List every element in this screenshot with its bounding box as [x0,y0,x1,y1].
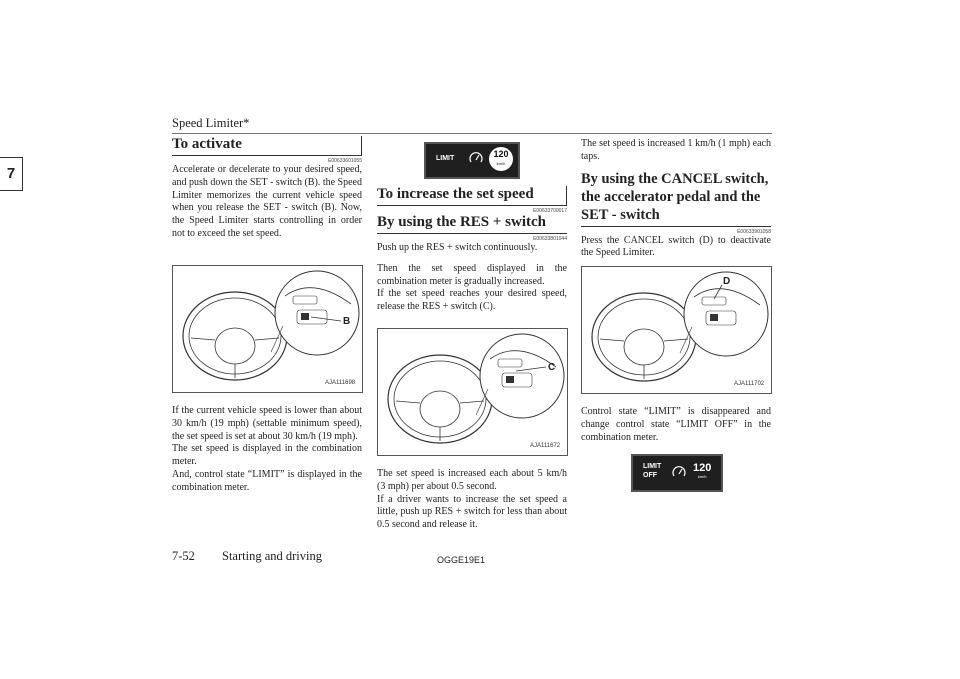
paragraph: If the set speed reaches your desired speed, release the RES + switch (C). [377,288,567,313]
paragraph: Press the CANCEL switch (D) to deactivate the Speed Limiter. [581,234,771,259]
section-heading: To activate [172,136,362,156]
column-1 [172,136,362,241]
steering-wheel-illustration [173,266,362,392]
figure-code: AJA111672 [530,443,561,449]
column-2 [377,186,567,314]
speedometer-icon [671,464,687,480]
figure-code: AJA111702 [734,381,765,387]
speed-unit: km/h [496,161,506,166]
section-heading: To increase the set speed [377,186,567,206]
chapter-tab: 7 [0,157,23,191]
steering-wheel-illustration [582,267,771,393]
page-number: 7-52 [172,549,195,563]
paragraph: Then the set speed displayed in the combination meter is gradually increased. [377,262,567,287]
figure-code: AJA111698 [325,380,356,386]
speed-readout [693,462,711,479]
section-code: E00633901058 [737,228,771,235]
running-header: Speed Limiter* [172,116,250,130]
callout-label: B [343,316,351,327]
paragraph: Accelerate or decelerate to your desired speed, and push down the SET - switch (B). the Speed Limiter memorizes the current vehicle speed when you release the SET - switch (B). Now, the Speed Limiter starts controlling in order not to exceed the set speed. [172,164,362,239]
paragraph: The set speed is increased 1 km/h (1 mph) each taps. [581,138,771,162]
paragraph: If a driver wants to increase the set speed a little, push up RES + switch for less than about 0.5 second and release it. [377,493,567,531]
paragraph: Push up the RES + switch continuously. [377,242,538,253]
paragraph: And, control state “LIMIT” is displayed in the combination meter. [172,468,362,493]
paragraph: The set speed is displayed in the combination meter. [172,443,362,468]
column-3 [581,138,771,260]
paragraph: The set speed is increased each about 5 km/h (3 mph) per about 0.5 second. [377,468,567,492]
paragraph: If the current vehicle speed is lower than about 30 km/h (19 mph) (settable minimum speed), the set speed is set at about 30 km/h (19 mph). [172,405,362,442]
header-rule [172,133,772,134]
steering-wheel-figure-d [581,266,772,394]
limit-label: LIMIT [643,463,662,470]
limit-label: LIMIT [436,155,455,162]
subsection-code: E00633801044 [533,236,567,242]
paragraph-group [172,405,362,495]
callout-label: D [723,276,731,287]
section-name: Starting and driving [222,549,322,563]
section-code: E00633601055 [328,158,362,164]
section-code: E00633700017 [533,208,567,214]
steering-wheel-figure-b [172,265,363,393]
section-heading: By using the CANCEL switch, the accelerator pedal and the SET - switch [581,170,771,227]
off-label: OFF [643,472,657,479]
combination-meter-limit [424,142,520,179]
combination-meter-limit-off [631,454,723,492]
steering-wheel-figure-c [377,328,568,456]
speed-unit: km/h [697,474,707,479]
paragraph-group [581,406,771,444]
speed-sign [489,147,513,171]
callout-label: C [548,362,556,373]
paragraph-group [377,468,567,532]
speedometer-icon [468,150,484,166]
set-speed: 120 [493,149,509,159]
limit-off-label [643,462,661,480]
paragraph: Control state “LIMIT” is disappeared and change control state “LIMIT OFF” in the combination meter. [581,406,771,443]
document-code: OGGE19E1 [437,555,486,565]
set-speed: 120 [693,462,712,474]
subsection-heading: By using the RES + switch [377,214,567,234]
steering-wheel-illustration [378,329,567,455]
